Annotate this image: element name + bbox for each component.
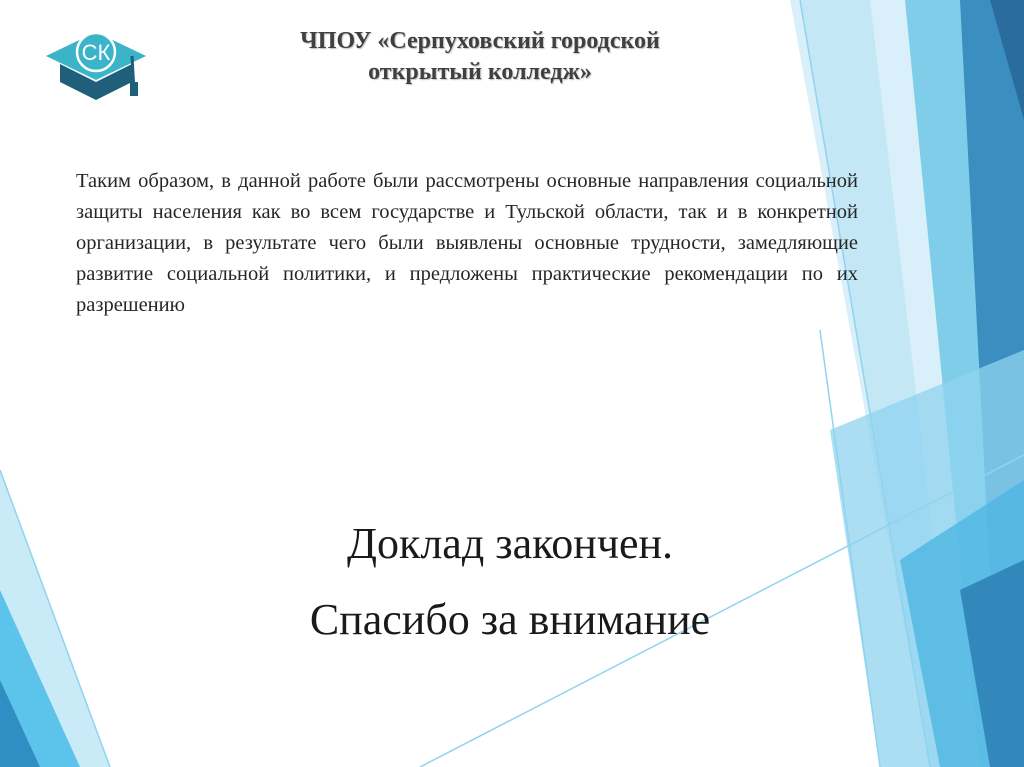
title-line-1: ЧПОУ «Серпуховский городской [300, 28, 660, 54]
closing-text-2: Спасибо за внимание [309, 595, 711, 644]
closing-line-1 [240, 518, 780, 569]
conclusion-paragraph: Таким образом, в данной работе были рассмотрены основные направления социальной защиты населения как во всем государстве и Тульской области, так и в конкретной организации, в результате чего были выявлены основные трудности, замедляющие развитие социальной политики, и предложены практические рекомендации по их разрешению [76, 170, 858, 316]
logo-text: СК [81, 40, 111, 65]
graduation-cap-logo [38, 12, 148, 102]
title-line-2: открытый колледж» [368, 59, 592, 85]
tassel [130, 82, 138, 96]
closing-text-1: Доклад закончен. [346, 519, 674, 568]
page-title [250, 26, 710, 88]
closing-line-2 [240, 594, 780, 645]
